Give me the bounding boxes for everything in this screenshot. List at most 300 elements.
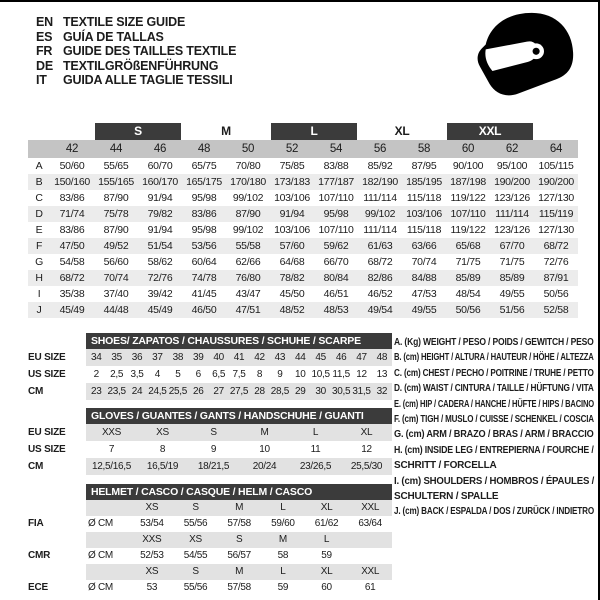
measure-value: 107/110 bbox=[446, 206, 490, 222]
measure-value: 66/70 bbox=[323, 256, 349, 268]
measure-value: 95/98 bbox=[314, 206, 358, 222]
measure-value: 127/130 bbox=[538, 192, 574, 204]
shoes-title: SHOES/ ZAPATOS / CHAUSSURES / SCHUHE / SCARPE bbox=[86, 333, 392, 349]
measure-value: 48/53 bbox=[314, 302, 358, 318]
helmet-table bbox=[28, 484, 392, 596]
shoes-value: 6 bbox=[195, 369, 201, 380]
helmet-size: S bbox=[192, 566, 199, 577]
language-code: DE bbox=[36, 58, 53, 73]
language-row bbox=[36, 30, 236, 45]
helmet-value: 59 bbox=[277, 582, 289, 593]
measure-value: 68/72 bbox=[50, 270, 94, 286]
size-number: 48 bbox=[182, 140, 226, 158]
size-group-xl: XL bbox=[394, 124, 410, 138]
size-group-row bbox=[28, 123, 578, 140]
measure-value: 71/75 bbox=[455, 256, 481, 268]
measure-value: 49/55 bbox=[402, 302, 446, 318]
measure-value: 48/52 bbox=[270, 302, 314, 318]
helmet-value: 53/54 bbox=[140, 518, 164, 529]
measure-value: 71/75 bbox=[499, 256, 525, 268]
shoes-row bbox=[28, 383, 392, 400]
size-number: 42 bbox=[50, 140, 94, 158]
measure-value: 83/86 bbox=[59, 192, 85, 204]
shoes-value: 30,5 bbox=[331, 386, 351, 397]
shoes-value: 44 bbox=[295, 352, 306, 363]
measure-value: 187/198 bbox=[446, 174, 490, 190]
shoes-value: 6,5 bbox=[212, 369, 226, 380]
helmet-size: XS bbox=[145, 502, 159, 513]
measure-value: 70/74 bbox=[94, 270, 138, 286]
shoes-value: 38 bbox=[172, 352, 184, 363]
helmet-size: XS bbox=[189, 534, 202, 545]
size-number: 46 bbox=[138, 140, 182, 158]
shoes-value: 40 bbox=[213, 352, 224, 363]
measure-value: 62/66 bbox=[235, 256, 261, 268]
measure-letter: A bbox=[35, 160, 43, 172]
measure-letter: D bbox=[28, 206, 50, 222]
gloves-value: 10 bbox=[259, 444, 270, 455]
helmet-size: XL bbox=[320, 502, 333, 513]
measure-value: 103/106 bbox=[274, 224, 310, 236]
row-label: ECE bbox=[28, 582, 48, 593]
measure-value: 103/106 bbox=[402, 206, 446, 222]
measure-value: 95/100 bbox=[496, 160, 528, 172]
gloves-value: XXS bbox=[101, 427, 122, 438]
helmet-size: L bbox=[323, 534, 330, 545]
shoes-value: 5 bbox=[175, 369, 181, 380]
shoes-value: 4 bbox=[154, 369, 161, 380]
shoes-value: 24,5 bbox=[148, 386, 167, 397]
shoes-value: 37 bbox=[152, 352, 163, 363]
shoes-row bbox=[28, 366, 392, 383]
shoes-value: 48 bbox=[376, 352, 388, 363]
measure-value: 87/90 bbox=[226, 206, 270, 222]
size-group-m: M bbox=[221, 124, 231, 138]
helmet-size: L bbox=[280, 502, 286, 513]
measure-value: 35/38 bbox=[59, 288, 85, 300]
measure-letter: H bbox=[28, 270, 50, 286]
helmet-size: XXL bbox=[361, 502, 380, 513]
shoes-value: 27,5 bbox=[229, 386, 249, 397]
measure-value: 107/110 bbox=[318, 192, 354, 204]
measure-value: 74/78 bbox=[182, 270, 226, 286]
shoes-value: 24 bbox=[131, 386, 143, 397]
helmet-size: XL bbox=[320, 566, 333, 577]
helmet-sizes-row bbox=[28, 532, 392, 548]
measure-value: 57/60 bbox=[270, 238, 314, 254]
measure-value: 185/195 bbox=[402, 174, 446, 190]
measure-value: 59/62 bbox=[314, 238, 358, 254]
language-code: ES bbox=[36, 29, 53, 44]
measure-value: 87/91 bbox=[534, 270, 578, 286]
measure-value: 65/68 bbox=[446, 238, 490, 254]
legend-item: F. (cm) TIGH / MUSLO / CUISSE / SCHENKEL / COSCIA bbox=[394, 414, 594, 426]
measure-letter: E bbox=[35, 224, 43, 236]
measure-value: 49/54 bbox=[358, 302, 402, 318]
measure-value: 82/86 bbox=[358, 270, 402, 286]
measure-value: 55/65 bbox=[103, 160, 129, 172]
shoes-value: 31,5 bbox=[352, 386, 371, 397]
size-group-s: S bbox=[95, 123, 181, 140]
helmet-size: XS bbox=[145, 566, 159, 577]
measure-value: 46/50 bbox=[182, 302, 226, 318]
measure-value: 190/200 bbox=[490, 174, 534, 190]
shoes-value: 10 bbox=[295, 369, 306, 380]
measure-letter: J bbox=[28, 302, 50, 318]
measure-value: 83/86 bbox=[59, 224, 85, 236]
gloves-value: 7 bbox=[108, 444, 115, 455]
measure-value: 45/49 bbox=[138, 302, 182, 318]
language-row bbox=[36, 73, 236, 88]
helmet-size: M bbox=[235, 502, 244, 513]
shoes-value: 2,5 bbox=[110, 369, 124, 380]
measure-value: 155/165 bbox=[94, 174, 138, 190]
helmet-title: HELMET / CASCO / CASQUE / HELM / CASCO bbox=[86, 484, 392, 500]
measure-letter: B bbox=[28, 174, 50, 190]
helmet-row-ece bbox=[28, 580, 392, 596]
measure-value: 43/47 bbox=[235, 288, 261, 300]
shoes-value: 9 bbox=[277, 369, 283, 380]
helmet-value: 52/53 bbox=[140, 550, 164, 561]
helmet-size: XXS bbox=[142, 534, 162, 545]
measure-value: 39/42 bbox=[147, 288, 173, 300]
helmet-value: 55/56 bbox=[183, 582, 208, 593]
measure-value: 51/56 bbox=[490, 302, 534, 318]
measure-value: 49/52 bbox=[94, 238, 138, 254]
measure-value: 115/119 bbox=[534, 206, 578, 222]
measure-row-i bbox=[28, 286, 578, 302]
shoes-value: 26 bbox=[192, 386, 204, 397]
measure-value: 177/187 bbox=[314, 174, 358, 190]
measure-value: 54/58 bbox=[59, 256, 85, 268]
helmet-sizes-row bbox=[28, 564, 392, 580]
language-title: GUÍA DE TALLAS bbox=[63, 29, 164, 44]
measure-value: 95/98 bbox=[191, 192, 217, 204]
measure-row-d bbox=[28, 206, 578, 222]
measure-value: 67/70 bbox=[490, 238, 534, 254]
gloves-value: 8 bbox=[159, 444, 166, 455]
size-number: 60 bbox=[446, 140, 490, 158]
measure-row-e bbox=[28, 222, 578, 238]
measure-letter: F bbox=[28, 238, 50, 254]
size-number: 44 bbox=[94, 140, 138, 158]
shoes-value: 12 bbox=[356, 369, 367, 380]
gloves-row bbox=[28, 458, 392, 475]
measure-value: 90/100 bbox=[452, 160, 484, 172]
shoes-value: 35 bbox=[111, 352, 122, 363]
shoes-value: 39 bbox=[192, 352, 204, 363]
helmet-value: 58 bbox=[277, 550, 289, 561]
measure-value: 91/94 bbox=[147, 224, 173, 236]
helmet-value: 56/57 bbox=[227, 550, 251, 561]
row-label: FIA bbox=[28, 518, 44, 529]
helmet-row-fia bbox=[28, 516, 392, 532]
helmet-value: 63/64 bbox=[358, 518, 382, 529]
size-number: 56 bbox=[358, 140, 402, 158]
helmet-value: 53 bbox=[146, 582, 158, 593]
gloves-value: XL bbox=[360, 427, 373, 438]
measure-value: 85/89 bbox=[490, 270, 534, 286]
size-number: 64 bbox=[534, 140, 578, 158]
measure-value: 72/76 bbox=[138, 270, 182, 286]
legend-item: C. (cm) CHEST / PECHO / POITRINE / TRUHE / PETTO bbox=[394, 367, 594, 379]
measure-value: 68/72 bbox=[367, 256, 393, 268]
helmet-value: 55/56 bbox=[183, 518, 208, 529]
shoes-value: 34 bbox=[90, 352, 102, 363]
measure-value: 58/62 bbox=[147, 256, 173, 268]
measure-value: 76/80 bbox=[226, 270, 270, 286]
measure-row-a bbox=[28, 158, 578, 174]
gloves-row bbox=[28, 441, 392, 458]
measure-value: 123/126 bbox=[494, 192, 530, 204]
measure-row-c bbox=[28, 190, 578, 206]
gloves-value: 11 bbox=[310, 444, 321, 455]
measure-value: 99/102 bbox=[232, 224, 264, 236]
row-label: US SIZE bbox=[28, 444, 66, 455]
gloves-title: GLOVES / GUANTES / GANTS / HANDSCHUHE / GUANTI bbox=[86, 408, 392, 424]
shoes-value: 45 bbox=[315, 352, 326, 363]
language-code: FR bbox=[36, 44, 53, 59]
gloves-value: 16,5/19 bbox=[146, 461, 179, 472]
language-title: TEXTILE SIZE GUIDE bbox=[63, 15, 186, 29]
gloves-value: XS bbox=[156, 427, 169, 438]
measure-value: 123/126 bbox=[494, 224, 530, 236]
measure-value: 87/95 bbox=[411, 160, 437, 172]
helmet-size: L bbox=[280, 566, 286, 577]
gloves-value: 9 bbox=[210, 444, 217, 455]
gloves-value: M bbox=[260, 427, 269, 438]
measure-value: 49/55 bbox=[499, 288, 525, 300]
measure-value: 78/82 bbox=[270, 270, 314, 286]
measure-value: 99/102 bbox=[358, 206, 402, 222]
measure-value: 84/88 bbox=[402, 270, 446, 286]
measure-value: 165/175 bbox=[182, 174, 226, 190]
legend-item: G. (cm) ARM / BRAZO / BRAS / ARM / BRACCIO bbox=[394, 429, 594, 441]
measure-value: 41/45 bbox=[191, 288, 217, 300]
textile-size-table bbox=[28, 123, 578, 318]
legend-item: J. (cm) BACK / ESPALDA / DOS / ZURÜCK / INDIETRO bbox=[394, 506, 594, 518]
row-label: EU SIZE bbox=[28, 352, 66, 363]
language-title: GUIDA ALLE TAGLIE TESSILI bbox=[63, 73, 233, 88]
measure-value: 52/58 bbox=[534, 302, 578, 318]
gloves-row bbox=[28, 424, 392, 441]
size-group-xxl: XXL bbox=[447, 123, 533, 140]
helmet-size: S bbox=[192, 502, 199, 513]
measure-value: 79/82 bbox=[138, 206, 182, 222]
helmet-size: S bbox=[235, 534, 243, 545]
measure-value: 72/76 bbox=[543, 256, 569, 268]
legend-item: H. (cm) INSIDE LEG / ENTREPIERNA / FOURCHE / SCHRITT / FORCELLA bbox=[394, 444, 594, 472]
helmet-sizes-row bbox=[28, 500, 392, 516]
shoes-value: 43 bbox=[274, 352, 286, 363]
gloves-value: 12 bbox=[361, 444, 372, 455]
measure-value: 85/89 bbox=[446, 270, 490, 286]
measure-value: 68/72 bbox=[534, 238, 578, 254]
row-label: CM bbox=[28, 461, 44, 472]
measure-value: 56/60 bbox=[103, 256, 129, 268]
measure-value: 85/92 bbox=[367, 160, 393, 172]
row-label: US SIZE bbox=[28, 369, 66, 380]
shoes-value: 27 bbox=[213, 386, 224, 397]
measure-value: 103/106 bbox=[274, 192, 310, 204]
size-number: 58 bbox=[402, 140, 446, 158]
measure-value: 46/51 bbox=[323, 288, 349, 300]
helmet-size: M bbox=[235, 566, 244, 577]
racing-helmet-icon bbox=[472, 10, 582, 106]
measure-value: 60/70 bbox=[147, 160, 173, 172]
language-code: IT bbox=[36, 73, 47, 88]
shoes-value: 25,5 bbox=[168, 386, 187, 397]
measure-letter: C bbox=[35, 192, 43, 204]
size-number: 50 bbox=[226, 140, 270, 158]
size-group-l: L bbox=[271, 123, 357, 140]
measure-value: 47/51 bbox=[226, 302, 270, 318]
helmet-value: 59/60 bbox=[271, 518, 295, 529]
gloves-value: 23/26,5 bbox=[299, 461, 332, 472]
measure-value: 50/56 bbox=[446, 302, 490, 318]
measure-value: 115/118 bbox=[406, 224, 442, 236]
language-row bbox=[36, 44, 236, 59]
measure-value: 150/160 bbox=[50, 174, 94, 190]
measure-value: 80/84 bbox=[314, 270, 358, 286]
measure-value: 75/85 bbox=[279, 160, 305, 172]
measurement-legend bbox=[394, 335, 596, 520]
shoes-value: 46 bbox=[335, 352, 347, 363]
measure-value: 60/64 bbox=[191, 256, 217, 268]
language-row bbox=[36, 15, 236, 30]
language-code: EN bbox=[36, 15, 53, 29]
measure-row-g bbox=[28, 254, 578, 270]
measure-value: 63/66 bbox=[402, 238, 446, 254]
helmet-value: 61/62 bbox=[314, 518, 339, 529]
measure-value: 50/56 bbox=[543, 288, 569, 300]
measure-value: 91/94 bbox=[270, 206, 314, 222]
measure-row-j bbox=[28, 302, 578, 318]
measure-value: 47/50 bbox=[50, 238, 94, 254]
measure-letter: G bbox=[35, 256, 43, 268]
gloves-value: S bbox=[210, 427, 217, 438]
size-number: 54 bbox=[314, 140, 358, 158]
measure-value: 119/122 bbox=[450, 224, 486, 236]
measure-value: 70/80 bbox=[235, 160, 261, 172]
shoes-value: 42 bbox=[254, 352, 265, 363]
shoes-value: 36 bbox=[131, 352, 143, 363]
size-number-row bbox=[28, 140, 578, 158]
gloves-header bbox=[28, 408, 392, 424]
shoes-value: 28 bbox=[254, 386, 265, 397]
shoes-value: 47 bbox=[356, 352, 367, 363]
legend-item: E. (cm) HIP / CADERA / HANCHE / HÜFTE / HIPS / BACINO bbox=[394, 398, 594, 410]
measure-value: 190/200 bbox=[534, 174, 578, 190]
measure-value: 46/52 bbox=[367, 288, 393, 300]
shoes-value: 23,5 bbox=[107, 386, 126, 397]
shoes-value: 10,5 bbox=[311, 369, 330, 380]
shoes-value: 13 bbox=[376, 369, 388, 380]
measure-value: 71/74 bbox=[50, 206, 94, 222]
measure-value: 87/90 bbox=[103, 224, 129, 236]
accessory-tables bbox=[28, 333, 392, 600]
helmet-row-cmr bbox=[28, 548, 392, 564]
measure-value: 170/180 bbox=[226, 174, 270, 190]
helmet-value: 60 bbox=[321, 582, 332, 593]
shoes-value: 7,5 bbox=[232, 369, 246, 380]
diameter-unit: Ø CM bbox=[88, 518, 113, 529]
shoes-value: 41 bbox=[233, 352, 245, 363]
measure-value: 48/54 bbox=[455, 288, 481, 300]
helmet-value: 61 bbox=[364, 582, 376, 593]
measure-row-h bbox=[28, 270, 578, 286]
language-title: GUIDE DES TAILLES TEXTILE bbox=[63, 44, 237, 59]
measure-value: 95/98 bbox=[191, 224, 217, 236]
gloves-value: 18/21,5 bbox=[197, 461, 230, 472]
diameter-unit: Ø CM bbox=[88, 550, 113, 561]
measure-value: 47/53 bbox=[411, 288, 437, 300]
helmet-value: 57/58 bbox=[227, 518, 251, 529]
helmet-size: M bbox=[278, 534, 287, 545]
measure-row-b bbox=[28, 174, 578, 190]
measure-value: 111/114 bbox=[490, 206, 534, 222]
helmet-value bbox=[348, 548, 392, 564]
measure-value: 127/130 bbox=[538, 224, 574, 236]
measure-value: 61/63 bbox=[358, 238, 402, 254]
helmet-header bbox=[28, 484, 392, 500]
measure-value: 83/88 bbox=[323, 160, 349, 172]
shoes-value: 28,5 bbox=[270, 386, 289, 397]
shoes-value: 32 bbox=[376, 386, 388, 397]
shoes-value: 29 bbox=[295, 386, 306, 397]
shoes-value: 30 bbox=[315, 386, 326, 397]
shoes-header bbox=[28, 333, 392, 349]
measure-value: 65/75 bbox=[191, 160, 217, 172]
measure-value: 55/58 bbox=[226, 238, 270, 254]
diameter-unit: Ø CM bbox=[88, 582, 113, 593]
row-label: CM bbox=[28, 386, 44, 397]
measure-value: 44/48 bbox=[94, 302, 138, 318]
measure-value: 115/118 bbox=[406, 192, 442, 204]
measure-value: 45/50 bbox=[279, 288, 305, 300]
measure-value: 173/183 bbox=[270, 174, 314, 190]
helmet-value: 59 bbox=[321, 550, 332, 561]
measure-value: 111/114 bbox=[363, 224, 397, 236]
row-label: CMR bbox=[28, 550, 51, 561]
measure-value: 111/114 bbox=[363, 192, 397, 204]
measure-value: 83/86 bbox=[182, 206, 226, 222]
measure-value: 119/122 bbox=[450, 192, 486, 204]
legend-item: D. (cm) WAIST / CINTURA / TAILLE / HÜFTUNG / VITA bbox=[394, 383, 594, 395]
shoes-value: 3,5 bbox=[130, 369, 144, 380]
measure-value: 75/78 bbox=[94, 206, 138, 222]
shoes-value: 2 bbox=[93, 369, 99, 380]
size-number: 52 bbox=[270, 140, 314, 158]
legend-item: A. (Kg) WEIGHT / PESO / POIDS / GEWITCH / PESO bbox=[394, 337, 594, 348]
row-label: EU SIZE bbox=[28, 427, 66, 438]
measure-value: 107/110 bbox=[318, 224, 354, 236]
helmet-size: XXL bbox=[361, 566, 380, 577]
gloves-value: 25,5/30 bbox=[350, 461, 383, 472]
measure-value: 70/74 bbox=[411, 256, 437, 268]
gloves-value: L bbox=[312, 427, 319, 438]
measure-value: 45/49 bbox=[50, 302, 94, 318]
measure-row-f bbox=[28, 238, 578, 254]
legend-item: I. (cm) SHOULDERS / HOMBROS / ÉPAULES / SCHULTERN / SPALLE bbox=[394, 475, 595, 503]
measure-value: 64/68 bbox=[279, 256, 305, 268]
measure-value: 50/60 bbox=[59, 160, 85, 172]
helmet-value: 54/55 bbox=[183, 550, 208, 561]
measure-value: 51/54 bbox=[138, 238, 182, 254]
language-title: TEXTILGRÖßENFÜHRUNG bbox=[63, 58, 219, 73]
measure-value: 99/102 bbox=[232, 192, 264, 204]
language-title-list bbox=[36, 15, 236, 88]
